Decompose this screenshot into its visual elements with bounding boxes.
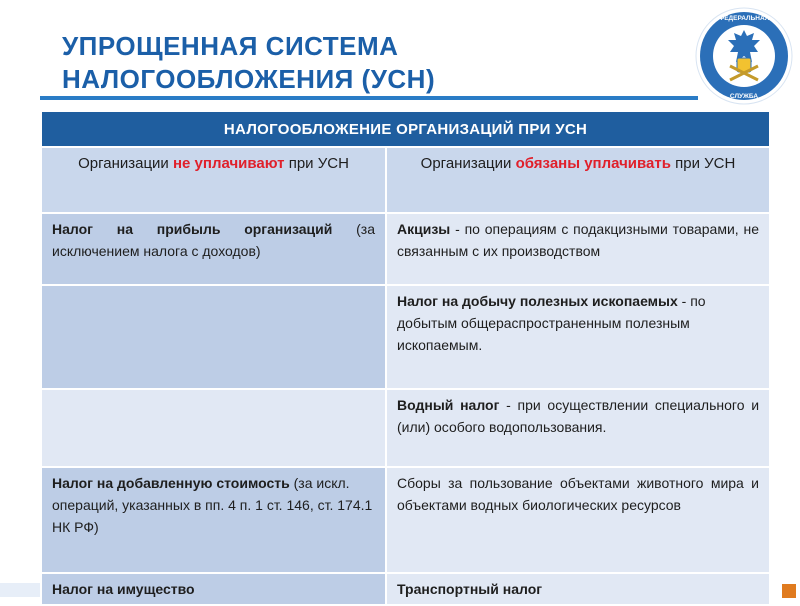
- page-marker: [782, 584, 796, 598]
- left-subheader: Организации не уплачивают при УСН: [41, 147, 386, 213]
- table-row: [41, 213, 770, 285]
- slide-title: УПРОЩЕННАЯ СИСТЕМА НАЛОГООБЛОЖЕНИЯ (УСН): [62, 31, 436, 94]
- right-cell: Налог на добычу полезных ископаемых - по добытым общераспространенным полезным ископаемым.: [386, 285, 770, 389]
- right-cell: Акцизы - по операциям с подакцизными товарами, не связанным с их производством: [386, 213, 770, 285]
- table-row: [41, 389, 770, 467]
- left-cell: Налог на добавленную стоимость (за искл. операций, указанных в пп. 4 п. 1 ст. 146, ст. 174.1 НК РФ): [41, 467, 386, 573]
- right-cell: Транспортный налог: [386, 573, 770, 605]
- svg-text:ФЕДЕРАЛЬНАЯ: ФЕДЕРАЛЬНАЯ: [718, 15, 770, 22]
- footer-bar: [0, 583, 40, 597]
- title-divider: [40, 96, 698, 100]
- right-cell: Сборы за пользование объектами животного мира и объектами водных биологических ресурсов: [386, 467, 770, 573]
- left-cell: Налог на имущество: [41, 573, 386, 605]
- right-cell: Водный налог - при осуществлении специального и (или) особого водопользования.: [386, 389, 770, 467]
- table-row: [41, 285, 770, 389]
- table-row: [41, 573, 770, 605]
- right-subheader: Организации обязаны уплачивать при УСН: [386, 147, 770, 213]
- left-cell: [41, 389, 386, 467]
- left-cell: [41, 285, 386, 389]
- usn-tax-table: [40, 110, 771, 606]
- left-cell: Налог на прибыль организаций (за исключением налога с доходов): [41, 213, 386, 285]
- table-row: [41, 467, 770, 573]
- svg-text:СЛУЖБА: СЛУЖБА: [729, 93, 759, 100]
- fns-russia-emblem-icon: [694, 6, 794, 106]
- table-header: НАЛОГООБЛОЖЕНИЕ ОРГАНИЗАЦИЙ ПРИ УСН: [41, 111, 770, 147]
